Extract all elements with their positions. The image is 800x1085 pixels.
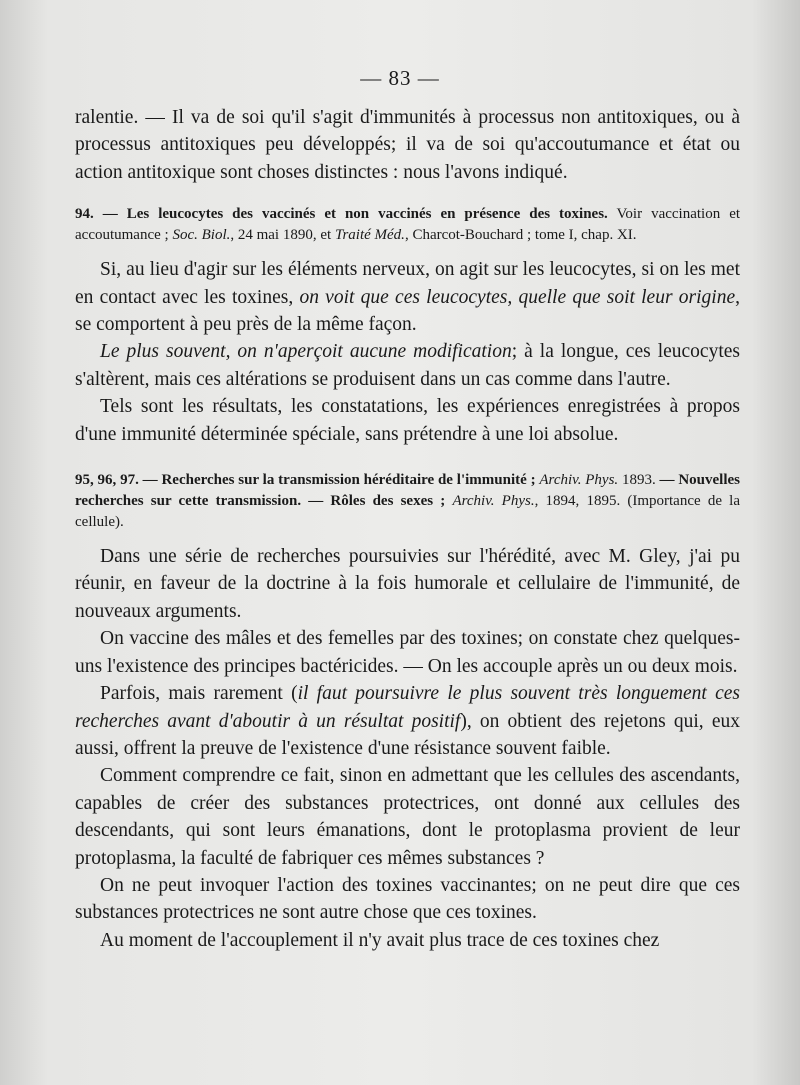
page-number: — 83 — [360, 66, 440, 90]
reference-number: 94. [75, 206, 94, 223]
text-run: Parfois, mais rarement ( [100, 683, 298, 705]
reference-journal: Soc. Biol. [172, 227, 231, 244]
text-run: , se comportent à peu près de la même façon. [75, 286, 740, 336]
paragraph-explanation: Comment comprendre ce fait, sinon en admettant que les cellules des ascendants, capables de créer des substances protectrices, ont donné aux cellules des descendants, qui sont leurs émanations, dont le protoplasma provient de leur protoplasma, la faculté de fabriquer ces mêmes substances ? [75, 765, 740, 869]
italic-run: on voit que ces leucocytes, quelle que soit leur origine [299, 286, 736, 308]
reference-journal: Archiv. Phys. [539, 472, 619, 489]
reference-number: 95, 96, 97. [75, 472, 139, 489]
reference-journal: Archiv. Phys. [452, 493, 535, 510]
italic-run: Le plus souvent, on n'aperçoit aucune modification [100, 341, 512, 363]
reference-95-97 [75, 470, 740, 533]
reference-text: , 1894, 1895. (Importance de la cellule). [75, 493, 740, 531]
reference-text: , Charcot-Bouchard ; tome I, chap. XI. [404, 227, 637, 244]
reference-text: 1893. [618, 472, 660, 489]
reference-94 [75, 204, 740, 246]
paragraph-coupling: Au moment de l'accouplement il n'y avait plus trace de ces toxines chez [100, 929, 660, 951]
paragraph-leucocytes [75, 256, 740, 338]
reference-text: , 24 mai 1890, et [230, 227, 335, 244]
page-body [75, 104, 740, 954]
paragraph-heredity: Dans une série de recherches poursuivies sur l'hérédité, avec M. Gley, j'ai pu réunir, en faveur de la doctrine à la fois humorale et cellulaire de l'immunité, de nouveaux arguments. [75, 546, 740, 622]
text-run: Si, au lieu d'agir sur les éléments nerveux, on agit sur les leucocytes, si on les met en contact avec les toxines, [75, 259, 740, 308]
reference-title: — Nouvelles recherches sur cette transmission. — Rôles des sexes ; [75, 472, 740, 510]
paragraph-vaccination: On vaccine des mâles et des femelles par des toxines; on constate chez quelques-uns l'existence des principes bactéricides. — On les accouple après un ou deux mois. [75, 628, 740, 677]
italic-run: il faut poursuivre le plus souvent très longuement ces recherches avant d'aboutir à un résultat positif [75, 683, 740, 732]
paragraph-continuation: ralentie. — Il va de soi qu'il s'agit d'immunités à processus non antitoxiques, ou à processus antitoxiques peu développés; il va de soi qu'accoutumance et état ou action antitoxique sont choses distinctes : nous l'avons indiqué. [75, 107, 740, 183]
paragraph-results: Tels sont les résultats, les constatations, les expériences enregistrées à propos d'une immunité déterminée spéciale, sans prétendre à une loi absolue. [75, 396, 740, 445]
reference-text: Voir vaccination et accoutumance ; [75, 206, 741, 244]
paragraph-toxins: On ne peut invoquer l'action des toxines vaccinantes; on ne peut dire que ces substances protectrices ne sont autre chose que ces toxines. [75, 874, 740, 924]
text-run: ), on obtient des rejetons qui, eux aussi, offrent la preuve de l'existence d'une résistance souvent faible. [75, 710, 740, 759]
reference-title: — Recherches sur la transmission héréditaire de l'immunité ; [138, 472, 540, 489]
paragraph-modification [75, 338, 740, 393]
text-run: ; à la longue, ces leucocytes s'altèrent, mais ces altérations se produisent dans un cas comme dans l'autre. [75, 341, 740, 390]
paragraph-offspring [75, 680, 740, 762]
reference-title: — Les leucocytes des vaccinés et non vaccinés en présence des toxines. [102, 206, 608, 223]
reference-journal: Traité Méd. [334, 227, 405, 244]
